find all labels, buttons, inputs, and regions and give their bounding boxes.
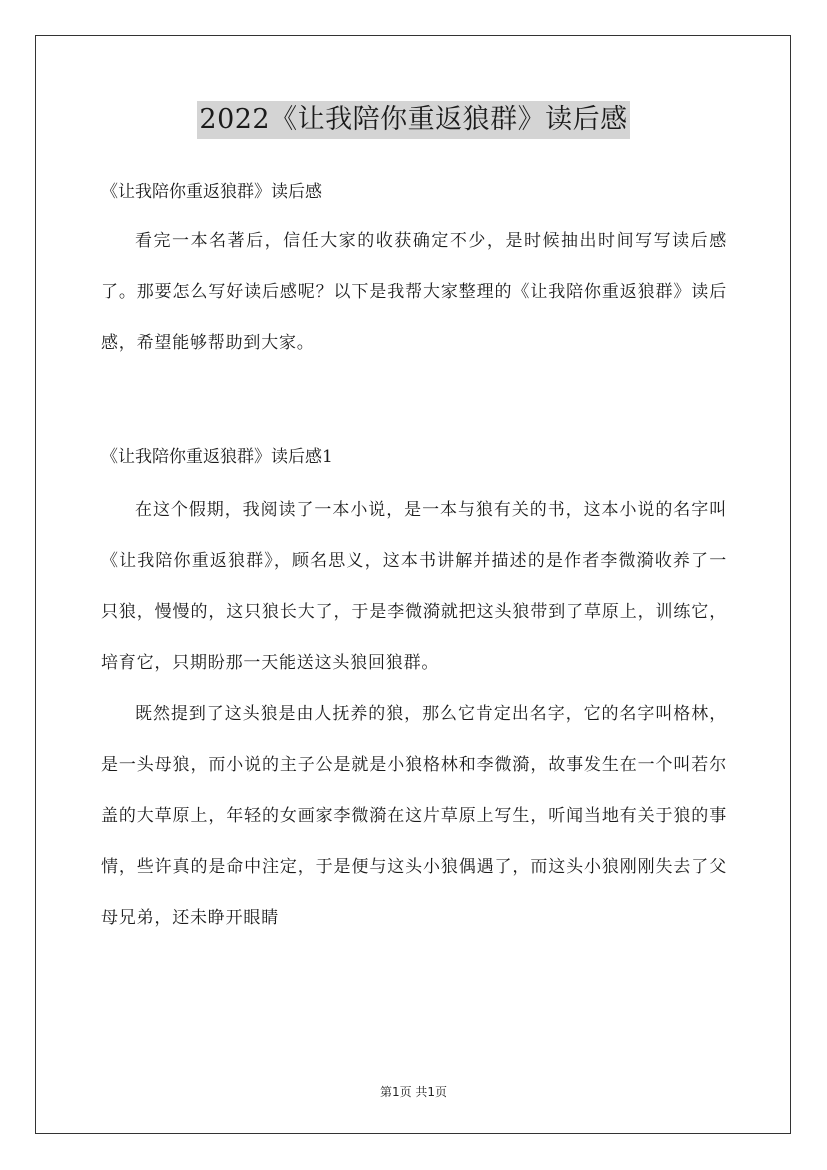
intro-heading: 《让我陪你重返狼群》读后感 bbox=[101, 182, 322, 202]
document-body bbox=[101, 172, 727, 944]
document-title-text: 2022《让我陪你重返狼群》读后感 bbox=[197, 101, 629, 139]
page-footer bbox=[0, 1083, 827, 1100]
page-number-label: 第1页 共1页 bbox=[379, 1085, 448, 1099]
intro-paragraph: 看完一本名著后，信任大家的收获确定不少，是时候抽出时间写写读后感了。那要怎么写好读后感呢？以下是我帮大家整理的《让我陪你重返狼群》读后感，希望能够帮助到大家。 bbox=[101, 231, 727, 353]
document-title bbox=[0, 101, 827, 139]
section-1-paragraph-1: 在这个假期，我阅读了一本小说，是一本与狼有关的书，这本小说的名字叫《让我陪你重返狼群》，顾名思义，这本书讲解并描述的是作者李微漪收养了一只狼，慢慢的，这只狼长大了，于是李微漪就把这头狼带到了草原上，训练它，培育它，只期盼那一天能送这头狼回狼群。 bbox=[101, 500, 727, 673]
section-1-paragraph-2: 既然提到了这头狼是由人抚养的狼，那么它肯定出名字，它的名字叫格林，是一头母狼，而小说的主子公是就是小狼格林和李微漪，故事发生在一个叫若尔盖的大草原上，年轻的女画家李微漪在这片草原上写生，听闻当地有关于狼的事情，些许真的是命中注定，于是便与这头小狼偶遇了，而这头小狼刚刚失去了父母兄弟，还未睁开眼睛 bbox=[101, 704, 727, 928]
section-1-heading: 《让我陪你重返狼群》读后感1 bbox=[101, 447, 333, 467]
